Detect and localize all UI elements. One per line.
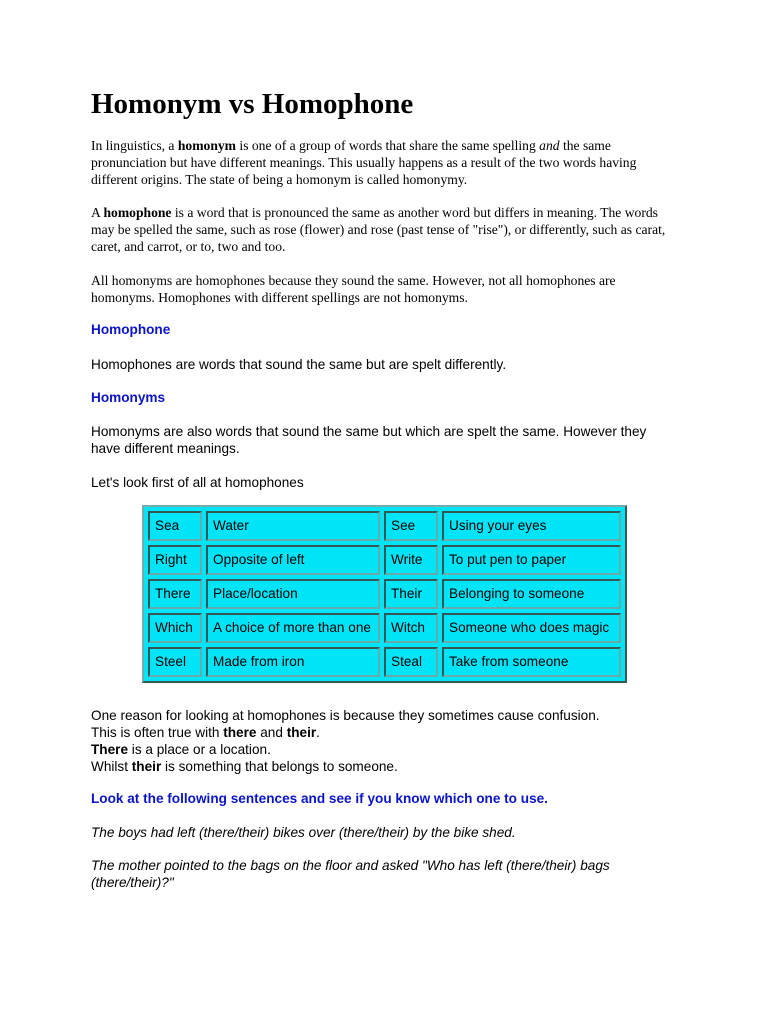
table-cell: Made from iron (206, 647, 380, 677)
table-row (148, 511, 621, 541)
example-sentence-1: The boys had left (there/their) bikes over (there/their) by the bike shed. (91, 825, 516, 840)
table-cell: A choice of more than one (206, 613, 380, 643)
table-cell: Which (148, 613, 202, 643)
paragraph-comparison: All homonyms are homophones because they sound the same. However, not all homophones are homonyms. Homophones with different spellings are not homonyms. (91, 273, 616, 305)
instruction-heading: Look at the following sentences and see if you know which one to use. (91, 791, 548, 806)
table-cell: To put pen to paper (442, 545, 621, 575)
table-row (148, 647, 621, 677)
table-cell: There (148, 579, 202, 609)
paragraph-homophone-definition: A homophone is a word that is pronounced the same as another word but differs in meaning. The words may be spelled the same, such as rose (flower) and rose (past tense of "rise"), or differently, such as carat, caret, and carrot, or to, two and too. (91, 205, 666, 254)
table-cell: Their (384, 579, 438, 609)
table-cell: See (384, 511, 438, 541)
table-cell: Sea (148, 511, 202, 541)
table-cell: Steel (148, 647, 202, 677)
table-cell: Opposite of left (206, 545, 380, 575)
heading-homonyms: Homonyms (91, 390, 166, 405)
example-sentence-2: The mother pointed to the bags on the floor and asked "Who has left (there/their) bags (there/their)?" (91, 858, 610, 890)
table-cell: Using your eyes (442, 511, 621, 541)
page-title: Homonym vs Homophone (91, 88, 414, 120)
paragraph-homonym-definition: In linguistics, a homonym is one of a group of words that share the same spelling and the same pronunciation but have different meanings. This usually happens as a result of the two words having different origins. The state of being a homonym is called homonymy. (91, 138, 637, 187)
table-cell: Steal (384, 647, 438, 677)
table-cell: Water (206, 511, 380, 541)
table-cell: Witch (384, 613, 438, 643)
table-cell: Belonging to someone (442, 579, 621, 609)
table-row (148, 545, 621, 575)
lets-look-text: Let's look first of all at homophones (91, 475, 304, 490)
table-row (148, 613, 621, 643)
table-cell: Place/location (206, 579, 380, 609)
table-cell: Write (384, 545, 438, 575)
table-cell: Someone who does magic (442, 613, 621, 643)
table-cell: Take from someone (442, 647, 621, 677)
heading-homophone: Homophone (91, 322, 171, 337)
homonyms-text: Homonyms are also words that sound the same but which are spelt the same. However they have different meanings. (91, 424, 647, 456)
homophone-text: Homophones are words that sound the same but are spelt differently. (91, 357, 507, 372)
table-row (148, 579, 621, 609)
table-cell: Right (148, 545, 202, 575)
confusion-paragraph: One reason for looking at homophones is because they sometimes cause confusion. This is often true with there and their. There is a place or a location. Whilst their is something that belongs to someone. (91, 708, 600, 774)
homophones-table (142, 505, 627, 683)
